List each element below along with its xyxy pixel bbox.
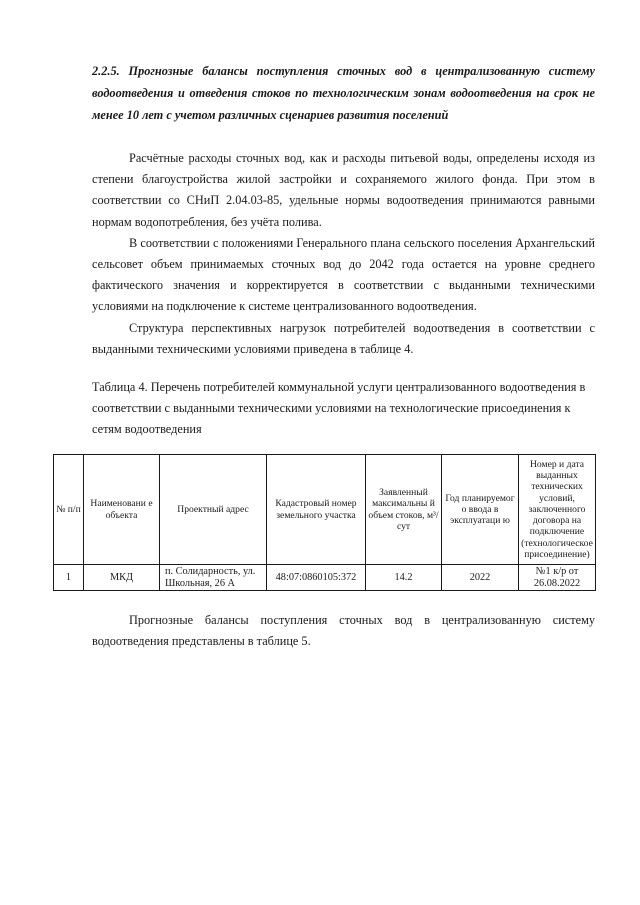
col-header-max-volume: Заявленный максимальны й объем стоков, м³/сут bbox=[366, 455, 442, 565]
col-header-cadastral-number: Кадастровый номер земельного участка bbox=[267, 455, 366, 565]
table-caption: Таблица 4. Перечень потребителей коммунальной услуги централизованного водоотведения в соответствии с выданными техническими условиями на технологические присоединения к сетям водоотведения bbox=[92, 380, 586, 436]
section-heading: 2.2.5. Прогнозные балансы поступления сточных вод в централизованную систему водоотведения и отведения стоков по технологическим зонам водоотведения на срок не менее 10 лет с учетом различных сценариев развития поселений bbox=[92, 64, 595, 122]
consumers-table bbox=[53, 454, 596, 591]
cell-object-name: МКД bbox=[84, 565, 160, 591]
col-header-number: № п/п bbox=[54, 455, 84, 565]
col-header-object-name: Наименовани е объекта bbox=[84, 455, 160, 565]
cell-cadastral-number: 48:07:0860105:372 bbox=[267, 565, 366, 591]
paragraph-load-structure: Структура перспективных нагрузок потребителей водоотведения в соответствии с выданными техническими условиями приведена в таблице 4. bbox=[92, 320, 595, 356]
body-text bbox=[92, 148, 595, 360]
col-header-commissioning-year: Год планируемог о ввода в эксплуатаци ю bbox=[442, 455, 519, 565]
cell-address: п. Солидарность, ул. Школьная, 26 А bbox=[160, 565, 267, 591]
cell-max-volume: 14.2 bbox=[366, 565, 442, 591]
col-header-tech-conditions: Номер и дата выданных технических условий, заключенного договора на подключение (технологическое присоединение) bbox=[519, 455, 596, 565]
cell-number: 1 bbox=[54, 565, 84, 591]
table-header-row bbox=[54, 455, 596, 565]
col-header-address: Проектный адрес bbox=[160, 455, 267, 565]
paragraph-design-flows: Расчётные расходы сточных вод, как и расходы питьевой воды, определены исходя из степени благоустройства жилой застройки и сохраняемого жилого фонда. При этом в соответствии со СНиП 2.04.03-85, удельные нормы водоотведения принимаются равными нормам водопотребления, без учёта полива. bbox=[92, 151, 595, 229]
paragraph-balances-reference: Прогнозные балансы поступления сточных вод в централизованную систему водоотведения представлены в таблице 5. bbox=[92, 613, 595, 649]
closing-text bbox=[92, 610, 595, 652]
paragraph-general-plan: В соответствии с положениями Генерального плана сельского поселения Архангельский сельсовет объем принимаемых сточных вод до 2042 года остается на уровне среднего фактического значения и корректируется в соответствии с выданными техническими условиями на подключение к системе централизованного водоотведения. bbox=[92, 235, 595, 314]
table-row bbox=[54, 565, 596, 591]
cell-commissioning-year: 2022 bbox=[442, 565, 519, 591]
cell-tech-conditions: №1 к/р от 26.08.2022 bbox=[519, 565, 596, 591]
